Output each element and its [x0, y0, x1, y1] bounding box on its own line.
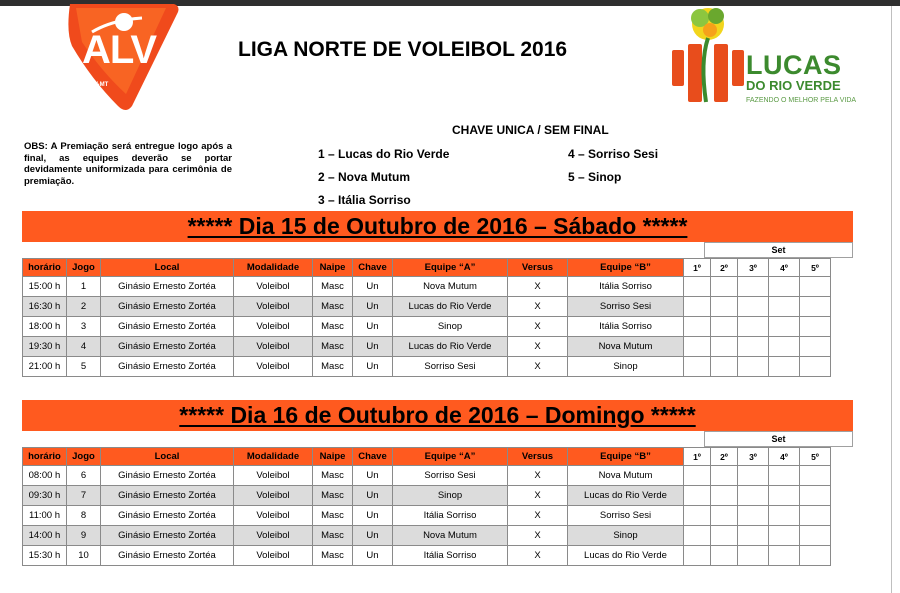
col-jogo-cell: 3: [67, 317, 101, 337]
set-score-cell: [738, 526, 769, 546]
col-horario-header: horário: [23, 259, 67, 277]
schedule-table: [22, 258, 831, 377]
page-title: LIGA NORTE DE VOLEIBOL 2016: [238, 38, 568, 61]
set-score-cell: [711, 357, 738, 377]
col-modalidade-cell: Voleibol: [234, 546, 313, 566]
col-equipe-b-cell: Itália Sorriso: [568, 277, 684, 297]
col-horario-cell: 08:00 h: [23, 466, 67, 486]
col-versus-cell: X: [508, 486, 568, 506]
set-score-cell: [800, 506, 831, 526]
col-set-2-header: 2º: [711, 448, 738, 466]
set-score-cell: [738, 337, 769, 357]
col-horario-cell: 21:00 h: [23, 357, 67, 377]
col-modalidade-cell: Voleibol: [234, 506, 313, 526]
table-row: [23, 277, 831, 297]
col-chave-cell: Un: [353, 466, 393, 486]
set-score-cell: [684, 526, 711, 546]
col-modalidade-header: Modalidade: [234, 448, 313, 466]
col-horario-cell: 15:00 h: [23, 277, 67, 297]
col-horario-cell: 19:30 h: [23, 337, 67, 357]
col-equipe-b-cell: Itália Sorriso: [568, 317, 684, 337]
set-score-cell: [684, 506, 711, 526]
col-versus-header: Versus: [508, 259, 568, 277]
col-set-1-header: 1º: [684, 259, 711, 277]
set-score-cell: [738, 466, 769, 486]
col-naipe-header: Naipe: [313, 259, 353, 277]
col-jogo-cell: 7: [67, 486, 101, 506]
set-score-cell: [800, 526, 831, 546]
set-score-cell: [684, 337, 711, 357]
page-edge: [891, 6, 892, 593]
set-score-cell: [684, 546, 711, 566]
col-jogo-cell: 8: [67, 506, 101, 526]
col-naipe-cell: Masc: [313, 546, 353, 566]
set-score-cell: [769, 486, 800, 506]
city-logo-name: LUCAS: [746, 50, 842, 80]
day-banner: [22, 211, 853, 242]
col-chave-cell: Un: [353, 526, 393, 546]
col-chave-header: Chave: [353, 448, 393, 466]
day-banner: [22, 400, 853, 431]
col-equipe-a-header: Equipe “A”: [393, 259, 508, 277]
set-score-cell: [711, 337, 738, 357]
bracket-team: 5 – Sinop: [568, 170, 622, 184]
col-equipe-a-cell: Sorriso Sesi: [393, 357, 508, 377]
set-score-cell: [684, 297, 711, 317]
col-modalidade-cell: Voleibol: [234, 317, 313, 337]
col-horario-cell: 15:30 h: [23, 546, 67, 566]
col-modalidade-cell: Voleibol: [234, 297, 313, 317]
set-score-cell: [711, 317, 738, 337]
col-equipe-b-cell: Nova Mutum: [568, 466, 684, 486]
set-score-cell: [738, 357, 769, 377]
col-jogo-cell: 9: [67, 526, 101, 546]
col-equipe-a-cell: Itália Sorriso: [393, 546, 508, 566]
col-horario-cell: 09:30 h: [23, 486, 67, 506]
col-chave-cell: Un: [353, 317, 393, 337]
col-equipe-b-cell: Lucas do Rio Verde: [568, 546, 684, 566]
col-horario-header: horário: [23, 448, 67, 466]
col-jogo-header: Jogo: [67, 259, 101, 277]
set-score-cell: [769, 337, 800, 357]
col-horario-cell: 11:00 h: [23, 506, 67, 526]
col-equipe-a-cell: Itália Sorriso: [393, 506, 508, 526]
col-chave-cell: Un: [353, 486, 393, 506]
col-jogo-cell: 4: [67, 337, 101, 357]
set-header: Set: [704, 242, 853, 258]
col-set-2-header: 2º: [711, 259, 738, 277]
col-equipe-b-cell: Sinop: [568, 526, 684, 546]
set-score-cell: [711, 277, 738, 297]
col-naipe-cell: Masc: [313, 277, 353, 297]
col-local-header: Local: [101, 448, 234, 466]
bracket-team: 4 – Sorriso Sesi: [568, 147, 659, 161]
col-local-cell: Ginásio Ernesto Zortéa: [101, 277, 234, 297]
col-equipe-a-cell: Sorriso Sesi: [393, 466, 508, 486]
col-modalidade-cell: Voleibol: [234, 357, 313, 377]
col-local-cell: Ginásio Ernesto Zortéa: [101, 546, 234, 566]
col-chave-cell: Un: [353, 297, 393, 317]
col-jogo-cell: 5: [67, 357, 101, 377]
col-equipe-b-cell: Sinop: [568, 357, 684, 377]
col-modalidade-cell: Voleibol: [234, 337, 313, 357]
table-row: [23, 357, 831, 377]
set-score-cell: [684, 466, 711, 486]
col-chave-cell: Un: [353, 506, 393, 526]
col-local-cell: Ginásio Ernesto Zortéa: [101, 466, 234, 486]
set-score-cell: [800, 277, 831, 297]
set-score-cell: [769, 317, 800, 337]
col-versus-header: Versus: [508, 448, 568, 466]
set-score-cell: [738, 506, 769, 526]
table-row: [23, 486, 831, 506]
lucas-do-rio-verde-logo-icon: [670, 2, 750, 112]
city-logo-slogan: FAZENDO O MELHOR PELA VIDA: [746, 97, 857, 104]
col-equipe-b-cell: Sorriso Sesi: [568, 506, 684, 526]
set-score-cell: [711, 297, 738, 317]
col-modalidade-cell: Voleibol: [234, 466, 313, 486]
col-equipe-a-cell: Nova Mutum: [393, 526, 508, 546]
table-row: [23, 337, 831, 357]
col-local-cell: Ginásio Ernesto Zortéa: [101, 337, 234, 357]
col-equipe-a-cell: Lucas do Rio Verde: [393, 337, 508, 357]
col-naipe-cell: Masc: [313, 466, 353, 486]
col-modalidade-cell: Voleibol: [234, 486, 313, 506]
col-local-cell: Ginásio Ernesto Zortéa: [101, 486, 234, 506]
set-score-cell: [684, 357, 711, 377]
table-row: [23, 317, 831, 337]
bracket-team: 3 – Itália Sorriso: [318, 193, 411, 207]
col-naipe-cell: Masc: [313, 317, 353, 337]
col-naipe-cell: Masc: [313, 506, 353, 526]
set-score-cell: [684, 277, 711, 297]
set-score-cell: [800, 466, 831, 486]
col-versus-cell: X: [508, 506, 568, 526]
set-score-cell: [769, 526, 800, 546]
col-equipe-b-header: Equipe “B”: [568, 259, 684, 277]
bracket-title: CHAVE UNICA / SEM FINAL: [452, 123, 609, 137]
set-score-cell: [738, 277, 769, 297]
col-modalidade-header: Modalidade: [234, 259, 313, 277]
table-row: [23, 466, 831, 486]
col-versus-cell: X: [508, 546, 568, 566]
col-versus-cell: X: [508, 317, 568, 337]
set-score-cell: [738, 546, 769, 566]
col-versus-cell: X: [508, 297, 568, 317]
set-score-cell: [800, 357, 831, 377]
col-naipe-header: Naipe: [313, 448, 353, 466]
col-chave-cell: Un: [353, 546, 393, 566]
col-set-4-header: 4º: [769, 259, 800, 277]
col-local-cell: Ginásio Ernesto Zortéa: [101, 357, 234, 377]
col-equipe-b-cell: Lucas do Rio Verde: [568, 486, 684, 506]
day-banner-text: ***** Dia 16 de Outubro de 2016 – Domingo *****: [179, 402, 696, 428]
col-local-cell: Ginásio Ernesto Zortéa: [101, 317, 234, 337]
set-score-cell: [684, 486, 711, 506]
set-score-cell: [800, 546, 831, 566]
set-score-cell: [769, 506, 800, 526]
col-naipe-cell: Masc: [313, 297, 353, 317]
table-row: [23, 297, 831, 317]
col-set-4-header: 4º: [769, 448, 800, 466]
col-naipe-cell: Masc: [313, 337, 353, 357]
bracket-team: 1 – Lucas do Rio Verde: [318, 147, 450, 161]
col-set-5-header: 5º: [800, 448, 831, 466]
col-horario-cell: 16:30 h: [23, 297, 67, 317]
set-score-cell: [769, 297, 800, 317]
col-naipe-cell: Masc: [313, 486, 353, 506]
col-modalidade-cell: Voleibol: [234, 526, 313, 546]
col-local-cell: Ginásio Ernesto Zortéa: [101, 297, 234, 317]
col-equipe-a-cell: Nova Mutum: [393, 277, 508, 297]
set-score-cell: [800, 317, 831, 337]
col-versus-cell: X: [508, 357, 568, 377]
col-jogo-cell: 1: [67, 277, 101, 297]
set-score-cell: [738, 317, 769, 337]
col-equipe-b-cell: Sorriso Sesi: [568, 297, 684, 317]
alv-logo-text: ALV: [82, 28, 157, 72]
set-score-cell: [738, 297, 769, 317]
award-notice: OBS: A Premiação será entregue logo após a final, as equipes deverão se portar devidamente uniformizada para cerimônia de premiação.: [24, 141, 232, 187]
set-score-cell: [769, 466, 800, 486]
col-set-3-header: 3º: [738, 259, 769, 277]
col-equipe-a-cell: Sinop: [393, 486, 508, 506]
col-local-header: Local: [101, 259, 234, 277]
schedule-table: [22, 447, 831, 566]
set-score-cell: [684, 317, 711, 337]
col-local-cell: Ginásio Ernesto Zortéa: [101, 526, 234, 546]
header-row: [23, 448, 831, 466]
col-equipe-b-cell: Nova Mutum: [568, 337, 684, 357]
set-score-cell: [738, 486, 769, 506]
col-chave-cell: Un: [353, 277, 393, 297]
set-score-cell: [769, 357, 800, 377]
col-equipe-a-cell: Sinop: [393, 317, 508, 337]
set-score-cell: [800, 337, 831, 357]
set-header: Set: [704, 431, 853, 447]
col-versus-cell: X: [508, 337, 568, 357]
col-set-5-header: 5º: [800, 259, 831, 277]
set-score-cell: [711, 526, 738, 546]
city-logo-subtitle: DO RIO VERDE: [746, 78, 841, 93]
col-equipe-b-header: Equipe “B”: [568, 448, 684, 466]
header-row: [23, 259, 831, 277]
col-set-3-header: 3º: [738, 448, 769, 466]
table-row: [23, 526, 831, 546]
alv-logo-subtext: LNV-MT: [86, 82, 109, 88]
set-score-cell: [711, 506, 738, 526]
col-equipe-a-cell: Lucas do Rio Verde: [393, 297, 508, 317]
col-versus-cell: X: [508, 277, 568, 297]
col-modalidade-cell: Voleibol: [234, 277, 313, 297]
set-score-cell: [711, 546, 738, 566]
col-chave-cell: Un: [353, 357, 393, 377]
col-jogo-header: Jogo: [67, 448, 101, 466]
set-score-cell: [711, 466, 738, 486]
col-naipe-cell: Masc: [313, 357, 353, 377]
set-score-cell: [800, 486, 831, 506]
bracket-team: 2 – Nova Mutum: [318, 170, 411, 184]
col-chave-header: Chave: [353, 259, 393, 277]
set-score-cell: [800, 297, 831, 317]
col-set-1-header: 1º: [684, 448, 711, 466]
table-row: [23, 546, 831, 566]
set-score-cell: [769, 546, 800, 566]
col-versus-cell: X: [508, 466, 568, 486]
col-jogo-cell: 2: [67, 297, 101, 317]
col-chave-cell: Un: [353, 337, 393, 357]
col-equipe-a-header: Equipe “A”: [393, 448, 508, 466]
col-local-cell: Ginásio Ernesto Zortéa: [101, 506, 234, 526]
set-score-cell: [769, 277, 800, 297]
set-score-cell: [711, 486, 738, 506]
table-row: [23, 506, 831, 526]
col-horario-cell: 14:00 h: [23, 526, 67, 546]
day-banner-text: ***** Dia 15 de Outubro de 2016 – Sábado *****: [187, 213, 688, 239]
col-naipe-cell: Masc: [313, 526, 353, 546]
col-horario-cell: 18:00 h: [23, 317, 67, 337]
col-versus-cell: X: [508, 526, 568, 546]
col-jogo-cell: 10: [67, 546, 101, 566]
col-jogo-cell: 6: [67, 466, 101, 486]
